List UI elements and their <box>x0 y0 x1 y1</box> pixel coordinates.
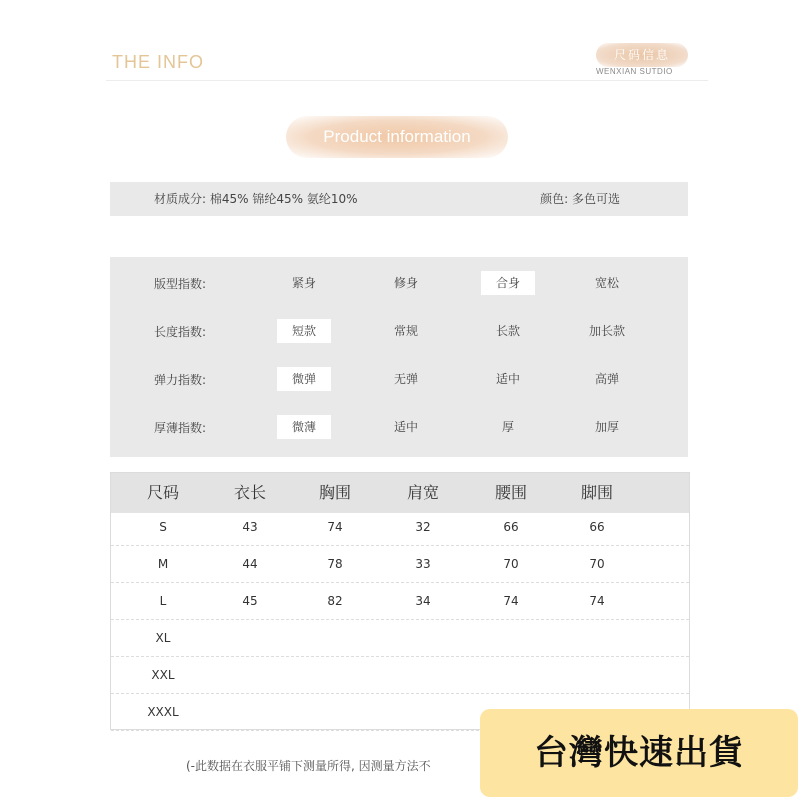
column-header: 衣长 <box>233 483 266 502</box>
footnote: (-此数据在衣服平铺下测量所得, 因测量方法不 <box>186 759 431 773</box>
index-panel <box>110 257 688 457</box>
index-option: 适中 <box>393 420 418 434</box>
size-cell: XXXL <box>147 705 179 719</box>
index-option: 高弹 <box>594 372 619 386</box>
index-label: 长度指数: <box>154 325 207 339</box>
index-row <box>110 367 688 393</box>
size-table-header <box>111 473 689 513</box>
header-title: THE INFO <box>112 52 204 72</box>
index-option: 厚 <box>501 420 514 434</box>
index-label: 厚薄指数: <box>154 421 207 435</box>
measure-cell: 78 <box>327 557 343 571</box>
index-option-selected: 短款 <box>277 319 331 343</box>
column-header: 肩宽 <box>406 483 439 502</box>
size-info-badge: 尺码信息 <box>596 43 688 67</box>
size-cell: XL <box>155 631 171 645</box>
measure-cell: 32 <box>415 520 431 534</box>
table-row <box>111 583 689 620</box>
material-bar <box>110 182 688 216</box>
measure-cell: 45 <box>242 594 258 608</box>
measure-cell: 74 <box>503 594 519 608</box>
index-option: 宽松 <box>594 276 619 290</box>
color-info: 颜色: 多色可选 <box>540 192 620 206</box>
size-cell: L <box>159 594 167 608</box>
size-cell: S <box>159 520 167 534</box>
column-header: 脚围 <box>580 483 613 502</box>
index-option: 加长款 <box>588 324 625 338</box>
measure-cell: 66 <box>503 520 519 534</box>
column-header: 腰围 <box>494 483 527 502</box>
table-row <box>111 509 689 546</box>
measure-cell: 70 <box>503 557 519 571</box>
material-composition: 材质成分: 棉45% 锦纶45% 氨纶10% <box>154 192 358 206</box>
header-divider <box>106 80 708 81</box>
index-option: 适中 <box>495 372 520 386</box>
fast-shipping-banner: 台灣快速出貨 <box>480 709 798 797</box>
size-cell: XXL <box>151 668 175 682</box>
column-header: 胸围 <box>318 483 351 502</box>
size-cell: M <box>157 557 169 571</box>
table-row <box>111 657 689 694</box>
index-option: 常规 <box>393 324 418 338</box>
measure-cell: 66 <box>589 520 605 534</box>
index-row <box>110 271 688 297</box>
studio-name: WENXIAN SUTDIO <box>596 67 673 76</box>
measure-cell: 33 <box>415 557 431 571</box>
table-row <box>111 546 689 583</box>
measure-cell: 34 <box>415 594 431 608</box>
index-row <box>110 415 688 441</box>
measure-cell: 70 <box>589 557 605 571</box>
index-option: 长款 <box>495 324 520 338</box>
measure-cell: 74 <box>327 520 343 534</box>
product-information-pill: Product information <box>286 116 508 158</box>
index-row <box>110 319 688 345</box>
index-option: 紧身 <box>291 276 316 290</box>
index-label: 弹力指数: <box>154 373 207 387</box>
index-option: 加厚 <box>594 420 619 434</box>
index-label: 版型指数: <box>154 277 207 291</box>
index-option-selected: 微薄 <box>277 415 331 439</box>
index-option: 修身 <box>393 276 418 290</box>
table-row <box>111 620 689 657</box>
measure-cell: 43 <box>242 520 258 534</box>
size-table <box>110 472 690 730</box>
column-header: 尺码 <box>146 483 179 502</box>
measure-cell: 74 <box>589 594 605 608</box>
index-option-selected: 微弹 <box>277 367 331 391</box>
measure-cell: 44 <box>242 557 258 571</box>
measure-cell: 82 <box>327 594 343 608</box>
index-option: 无弹 <box>393 372 418 386</box>
index-option-selected: 合身 <box>481 271 535 295</box>
